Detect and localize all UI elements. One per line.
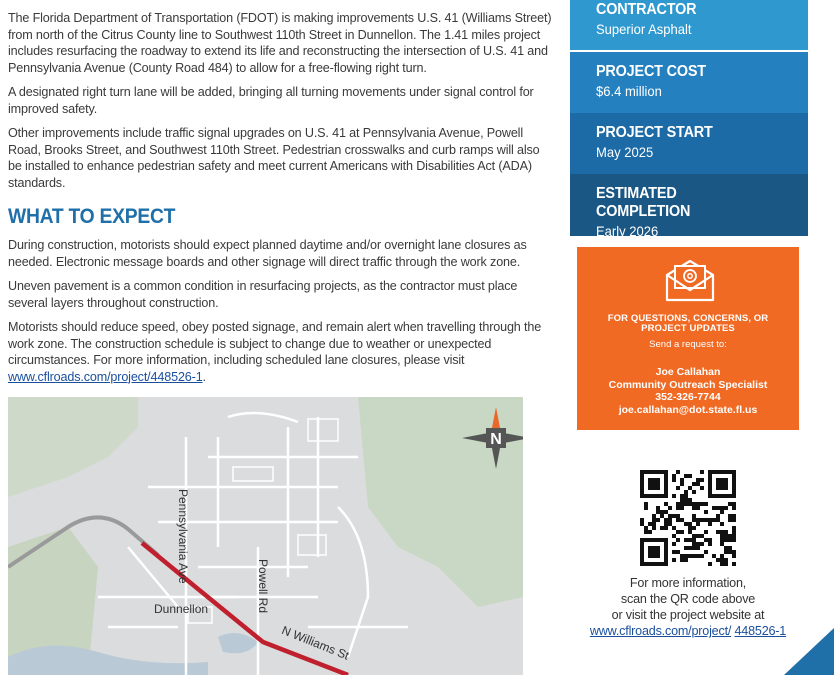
cost-value: $6.4 million	[596, 83, 662, 99]
start-label: PROJECT START	[596, 124, 713, 141]
qr-code-icon[interactable]	[640, 470, 736, 566]
green-area-northwest	[8, 397, 138, 497]
intro-paragraph-3: Other improvements include traffic signal upgrades on U.S. 41 at Pennsylvania Avenue, Powell Road, Brooks Street, and Southwest 110th Street. Pedestrian crosswalks and curb ramps will also be installed to enhance pedestrian safety and meet current Americans with Disabilities Act (ADA) standards.	[8, 126, 540, 190]
label-dunnellon: Dunnellon	[154, 602, 209, 616]
start-block	[570, 113, 808, 174]
email-envelope-icon	[663, 257, 717, 303]
contact-name: Joe Callahan	[655, 366, 721, 378]
expect-paragraph-2: Uneven pavement is a common condition in resurfacing projects, as the contractor must place several layers throughout construction.	[8, 279, 518, 310]
intro-paragraph-1: The Florida Department of Transportation (FDOT) is making improvements U.S. 41 (Williams Street) from north of the Citrus County line to Southwest 110th Street in Dunnellon. The 1.41 miles project includes resurfacing the roadway to extend its life and reconstructing the intersection of U.S. 41 and Pennsylvania Avenue (County Road 484) to allow for a free-flowing right turn.	[8, 11, 552, 75]
contact-phone[interactable]: 352-326-7744	[655, 391, 721, 403]
intro-paragraph-2: A designated right turn lane will be added, bringing all turning movements under signal control for improved safety.	[8, 85, 534, 116]
more-info-line-1: For more information,	[629, 576, 747, 590]
expect-paragraph-3-end: .	[202, 369, 206, 384]
project-info-panel	[570, 0, 808, 239]
contact-send-text: Send a request to:	[649, 339, 727, 350]
pond	[218, 633, 258, 653]
start-value: May 2025	[596, 144, 654, 160]
corner-accent-shape	[784, 628, 834, 675]
expect-paragraph-3	[8, 319, 556, 385]
map-graphic	[8, 397, 523, 675]
completion-label: ESTIMATED COMPLETION	[596, 185, 691, 220]
project-link[interactable]: www.cflroads.com/project/448526-1	[8, 369, 203, 384]
contact-email[interactable]: joe.callahan@dot.state.fl.us	[618, 403, 758, 416]
label-n-williams-st: N Williams St	[279, 623, 352, 663]
more-info-line-2: scan the QR code above	[620, 592, 756, 606]
cost-block	[570, 52, 808, 113]
cost-label: PROJECT COST	[596, 63, 706, 80]
contact-question	[577, 314, 799, 334]
water-body	[8, 646, 208, 675]
label-powell-rd: Powell Rd	[256, 559, 270, 614]
expect-paragraph-3-text: Motorists should reduce speed, obey posted signage, and remain alert when travelling through the work zone. The construction schedule is subject to change due to weather or unexpected circumstances. For more information, including scheduled lane closures, please visit	[8, 320, 542, 367]
compass-rose-icon	[460, 403, 523, 473]
label-pennsylvania-ave: Pennsylvania Ave	[176, 489, 190, 584]
contact-box	[577, 247, 799, 430]
expect-paragraph-1: During construction, motorists should expect planned daytime and/or overnight lane closures as needed. Electronic message boards and other signage will direct traffic through the work zone.	[8, 238, 527, 269]
contact-question-line-1: FOR QUESTIONS, CONCERNS, OR	[607, 313, 769, 324]
compass-letter: N	[490, 431, 502, 448]
project-map	[8, 397, 523, 675]
contractor-value: Superior Asphalt	[596, 21, 692, 37]
website-link-part-1[interactable]: www.cflroads.com/project/	[589, 624, 732, 638]
main-column	[8, 0, 556, 393]
more-info-line-3: or visit the project website at	[611, 608, 765, 622]
what-to-expect-heading: WHAT TO EXPECT	[8, 205, 176, 228]
contractor-block	[570, 0, 808, 50]
website-link-part-2[interactable]: 448526-1	[734, 624, 787, 638]
contact-title: Community Outreach Specialist	[608, 378, 768, 391]
contact-question-line-2: PROJECT UPDATES	[641, 323, 735, 334]
contact-details	[577, 366, 799, 416]
completion-block	[570, 174, 808, 239]
completion-value: Early 2026	[596, 223, 659, 239]
contractor-label: CONTRACTOR	[596, 1, 697, 18]
more-info-text	[588, 575, 788, 639]
